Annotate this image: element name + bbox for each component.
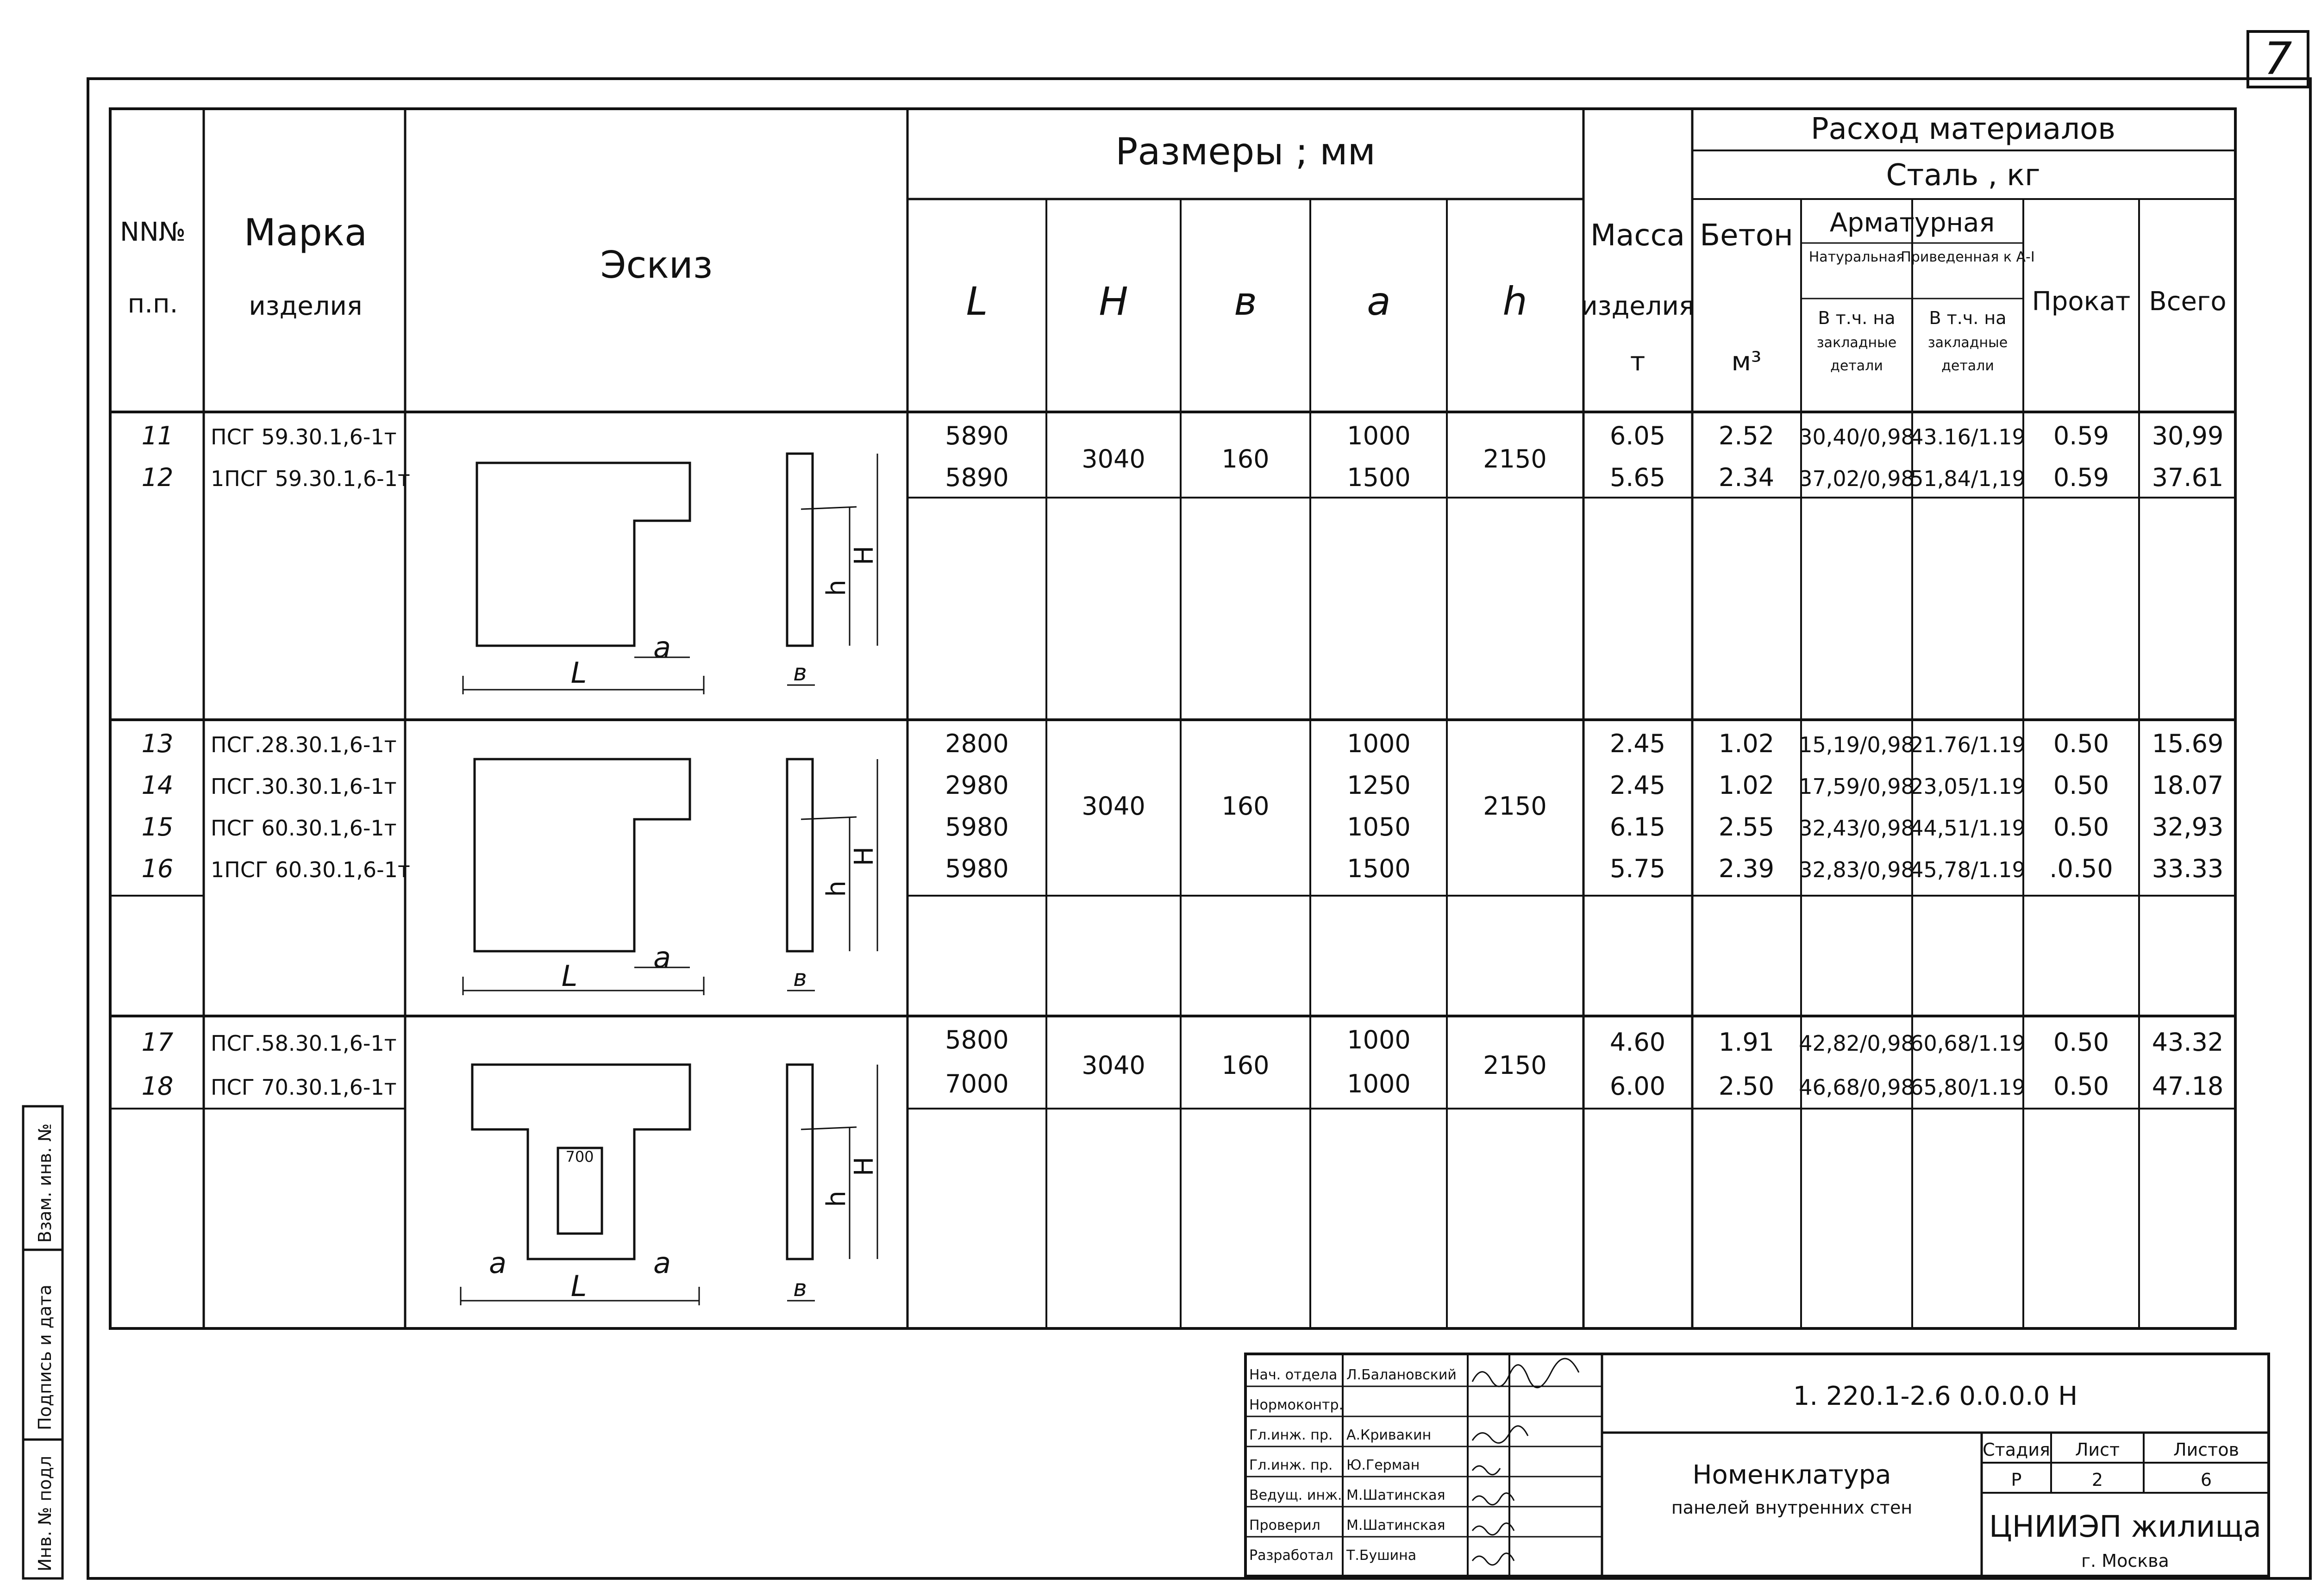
- row-14-num: 14: [141, 771, 174, 800]
- sketch-3-label-opening: 700: [565, 1148, 594, 1166]
- group-2-H: 3040: [1082, 792, 1145, 821]
- row-15-total: 32,93: [2152, 812, 2224, 842]
- table-header: [120, 112, 2227, 377]
- row-14-reduced: 23,05/1.19: [1910, 774, 2026, 799]
- row-18-mark: ПСГ 70.30.1,6-1т: [211, 1075, 397, 1100]
- row-15-natural: 32,43/0,98: [1799, 816, 1915, 841]
- role-7: Разработал: [1249, 1547, 1333, 1564]
- header-mark-sub: изделия: [249, 291, 363, 321]
- stage-head: Стадия: [1983, 1440, 2050, 1460]
- row-11-rolled: 0.59: [2053, 421, 2109, 450]
- row-16-L: 5980: [945, 854, 1009, 883]
- row-11-reduced: 43.16/1.19: [1910, 424, 2026, 449]
- row-12-num: 12: [141, 463, 174, 492]
- row-16-total: 33.33: [2152, 854, 2224, 883]
- row-18-rolled: 0.50: [2053, 1072, 2109, 1101]
- row-11-num: 11: [141, 421, 174, 450]
- sketch-3-label-h: h: [821, 1191, 851, 1207]
- sketch-3-label-a-left: a: [489, 1246, 507, 1280]
- row-17-num: 17: [141, 1028, 174, 1057]
- header-dim-b: в: [1234, 279, 1257, 324]
- name-5: М.Шатинская: [1346, 1487, 1445, 1503]
- row-11-a: 1000: [1347, 421, 1411, 450]
- row-18-a: 1000: [1347, 1069, 1411, 1098]
- sketch-3-label-L: L: [570, 1269, 587, 1303]
- header-mass-sub: изделия: [1581, 291, 1695, 321]
- header-num: NN№: [119, 217, 186, 247]
- stamp-inv-podl: Инв. № подл: [35, 1455, 55, 1571]
- sketch-2-label-h: h: [821, 880, 851, 897]
- group-1-b: 160: [1221, 444, 1270, 474]
- row-11-mass: 6.05: [1609, 421, 1666, 450]
- header-mass: Масса: [1590, 218, 1685, 253]
- group-3-H: 3040: [1082, 1051, 1145, 1080]
- row-12-concrete: 2.34: [1718, 463, 1775, 492]
- row-17-mass: 4.60: [1609, 1028, 1666, 1057]
- sketch-1-label-b: в: [793, 659, 807, 686]
- row-18-L: 7000: [945, 1069, 1009, 1098]
- name-3: А.Кривакин: [1346, 1427, 1432, 1443]
- main-table: [110, 109, 2235, 1328]
- role-5: Ведущ. инж.: [1249, 1487, 1342, 1503]
- row-16-natural: 32,83/0,98: [1799, 857, 1915, 882]
- sketch-2-label-L: L: [561, 959, 578, 993]
- row-18-reduced: 65,80/1.19: [1910, 1075, 2026, 1100]
- sketch-3-label-b: в: [793, 1275, 807, 1302]
- row-18-total: 47.18: [2152, 1072, 2224, 1101]
- row-17-rolled: 0.50: [2053, 1028, 2109, 1057]
- role-2: Нормоконтр.: [1249, 1397, 1344, 1413]
- header-natural-note-2: закладные: [1816, 335, 1897, 351]
- row-14-a: 1250: [1347, 771, 1411, 800]
- header-reduced-note-1: В т.ч. на: [1929, 308, 2007, 328]
- row-13-natural: 15,19/0,98: [1799, 732, 1915, 757]
- stage-value: Р: [2011, 1470, 2022, 1490]
- row-11-mark: ПСГ 59.30.1,6-1т: [211, 424, 397, 449]
- row-17-L: 5800: [945, 1025, 1009, 1054]
- row-15-concrete: 2.55: [1718, 812, 1775, 842]
- header-natural-note-3: детали: [1830, 358, 1883, 374]
- header-total: Всего: [2149, 287, 2227, 317]
- row-16-num: 16: [141, 854, 174, 883]
- sketch-2-label-H: H: [849, 846, 879, 867]
- sketch-1-label-L: L: [570, 656, 587, 690]
- stamp-signature-date: Подпись и дата: [35, 1284, 55, 1430]
- title-block-people: [1249, 1367, 1457, 1564]
- row-12-mass: 5.65: [1609, 463, 1666, 492]
- row-17-total: 43.32: [2152, 1028, 2224, 1057]
- row-12-reduced: 51,84/1,19: [1910, 466, 2026, 491]
- row-16-mark: 1ПСГ 60.30.1,6-1т: [211, 857, 410, 882]
- row-14-L: 2980: [945, 771, 1009, 800]
- group-1-H: 3040: [1082, 444, 1145, 474]
- row-11-total: 30,99: [2152, 421, 2224, 450]
- header-dimensions: Размеры ; мм: [1115, 130, 1376, 173]
- row-13-L: 2800: [945, 729, 1009, 758]
- name-4: Ю.Герман: [1346, 1457, 1420, 1473]
- name-6: М.Шатинская: [1346, 1517, 1445, 1534]
- sheets-head: Листов: [2173, 1440, 2239, 1460]
- row-14-rolled: 0.50: [2053, 771, 2109, 800]
- header-armature: Арматурная: [1829, 208, 1995, 238]
- row-14-mark: ПСГ.30.30.1,6-1т: [211, 774, 397, 799]
- row-14-mass: 2.45: [1609, 771, 1666, 800]
- row-15-L: 5980: [945, 812, 1009, 842]
- header-sketch: Эскиз: [600, 243, 713, 287]
- row-13-reduced: 21.76/1.19: [1910, 732, 2026, 757]
- role-6: Проверил: [1249, 1517, 1320, 1534]
- row-11-L: 5890: [945, 421, 1009, 450]
- header-rolled: Прокат: [2032, 287, 2131, 317]
- row-15-mass: 6.15: [1609, 812, 1666, 842]
- side-stamp: [23, 1106, 63, 1578]
- row-12-natural: 37,02/0,98: [1799, 466, 1915, 491]
- row-16-rolled: .0.50: [2049, 854, 2113, 883]
- sketch-2-label-a: a: [653, 941, 671, 974]
- row-17-mark: ПСГ.58.30.1,6-1т: [211, 1031, 397, 1056]
- name-1: Л.Балановский: [1346, 1367, 1457, 1383]
- sheet-number: 7: [2264, 33, 2292, 85]
- row-18-num: 18: [141, 1072, 174, 1101]
- row-13-rolled: 0.50: [2053, 729, 2109, 758]
- header-steel: Сталь , кг: [1886, 158, 2040, 193]
- row-17-a: 1000: [1347, 1025, 1411, 1054]
- row-18-natural: 46,68/0,98: [1799, 1075, 1915, 1100]
- header-reduced-note-3: детали: [1941, 358, 1994, 374]
- header-dim-a: a: [1367, 279, 1391, 324]
- header-dim-L: L: [966, 279, 988, 324]
- sketch-1-label-a: a: [653, 630, 671, 664]
- role-4: Гл.инж. пр.: [1249, 1457, 1333, 1473]
- header-mass-unit: т: [1630, 347, 1646, 377]
- row-16-reduced: 45,78/1.19: [1910, 857, 2026, 882]
- header-dim-h: h: [1502, 279, 1527, 324]
- row-14-total: 18.07: [2152, 771, 2224, 800]
- row-18-concrete: 2.50: [1718, 1072, 1775, 1101]
- city: г. Москва: [2081, 1551, 2169, 1571]
- group-1: [142, 421, 2224, 492]
- sketch-2-label-b: в: [793, 965, 807, 991]
- header-dim-H: H: [1099, 279, 1128, 324]
- row-11-concrete: 2.52: [1718, 421, 1775, 450]
- row-12-rolled: 0.59: [2053, 463, 2109, 492]
- row-13-a: 1000: [1347, 729, 1411, 758]
- row-14-natural: 17,59/0,98: [1799, 774, 1915, 799]
- header-consumption: Расход материалов: [1811, 112, 2115, 146]
- document-title-1: Номенклатура: [1692, 1460, 1891, 1490]
- signatures: [1472, 1359, 1579, 1565]
- row-18-mass: 6.00: [1609, 1072, 1666, 1101]
- row-17-concrete: 1.91: [1718, 1028, 1775, 1057]
- header-reduced: Приведенная к А-I: [1901, 249, 2035, 265]
- group-3-b: 160: [1221, 1051, 1270, 1080]
- header-num-pp: п.п.: [127, 289, 178, 319]
- group-2-h: 2150: [1483, 792, 1547, 821]
- organization: ЦНИИЭП жилища: [1989, 1510, 2261, 1544]
- name-7: Т.Бушина: [1346, 1547, 1417, 1564]
- row-15-mark: ПСГ 60.30.1,6-1т: [211, 816, 397, 841]
- row-16-mass: 5.75: [1609, 854, 1666, 883]
- row-16-a: 1500: [1347, 854, 1411, 883]
- row-14-concrete: 1.02: [1718, 771, 1775, 800]
- header-concrete-unit: м³: [1731, 347, 1762, 377]
- header-reduced-note-2: закладные: [1927, 335, 2008, 351]
- sketch-3-label-H: H: [849, 1156, 879, 1177]
- sheet-value: 2: [2091, 1470, 2103, 1490]
- group-1-h: 2150: [1483, 444, 1547, 474]
- row-15-rolled: 0.50: [2053, 812, 2109, 842]
- row-15-reduced: 44,51/1.19: [1910, 816, 2026, 841]
- sketch-3-label-a-right: a: [653, 1246, 671, 1280]
- group-2-b: 160: [1221, 792, 1270, 821]
- role-1: Нач. отдела: [1249, 1367, 1338, 1383]
- row-13-mass: 2.45: [1609, 729, 1666, 758]
- sketch-1-label-H: H: [849, 545, 879, 566]
- row-11-natural: 30,40/0,98: [1799, 424, 1915, 449]
- header-mark: Марка: [244, 211, 368, 254]
- header-natural-note-1: В т.ч. на: [1818, 308, 1896, 328]
- row-12-L: 5890: [945, 463, 1009, 492]
- row-16-concrete: 2.39: [1718, 854, 1775, 883]
- row-13-num: 13: [141, 729, 174, 758]
- row-17-reduced: 60,68/1.19: [1910, 1031, 2026, 1056]
- header-natural: Натуральная: [1808, 249, 1905, 265]
- row-15-num: 15: [141, 812, 174, 842]
- header-concrete: Бетон: [1700, 218, 1793, 253]
- sheet-head: Лист: [2075, 1440, 2120, 1460]
- row-15-a: 1050: [1347, 812, 1411, 842]
- row-12-total: 37.61: [2152, 463, 2224, 492]
- group-2: [142, 729, 2224, 883]
- group-3: [142, 1025, 2224, 1101]
- row-17-natural: 42,82/0,98: [1799, 1031, 1915, 1056]
- sheets-value: 6: [2200, 1470, 2212, 1490]
- role-3: Гл.инж. пр.: [1249, 1427, 1333, 1443]
- row-13-total: 15.69: [2152, 729, 2224, 758]
- sketch-1-label-h: h: [821, 580, 851, 596]
- stamp-vzam-inv: Взам. инв. №: [35, 1123, 55, 1243]
- document-title-2: панелей внутренних стен: [1671, 1497, 1913, 1518]
- row-13-mark: ПСГ.28.30.1,6-1т: [211, 732, 397, 757]
- row-12-a: 1500: [1347, 463, 1411, 492]
- row-13-concrete: 1.02: [1718, 729, 1775, 758]
- group-3-h: 2150: [1483, 1051, 1547, 1080]
- document-code: 1. 220.1-2.6 0.0.0.0 Н: [1793, 1381, 2078, 1411]
- row-12-mark: 1ПСГ 59.30.1,6-1т: [211, 466, 410, 491]
